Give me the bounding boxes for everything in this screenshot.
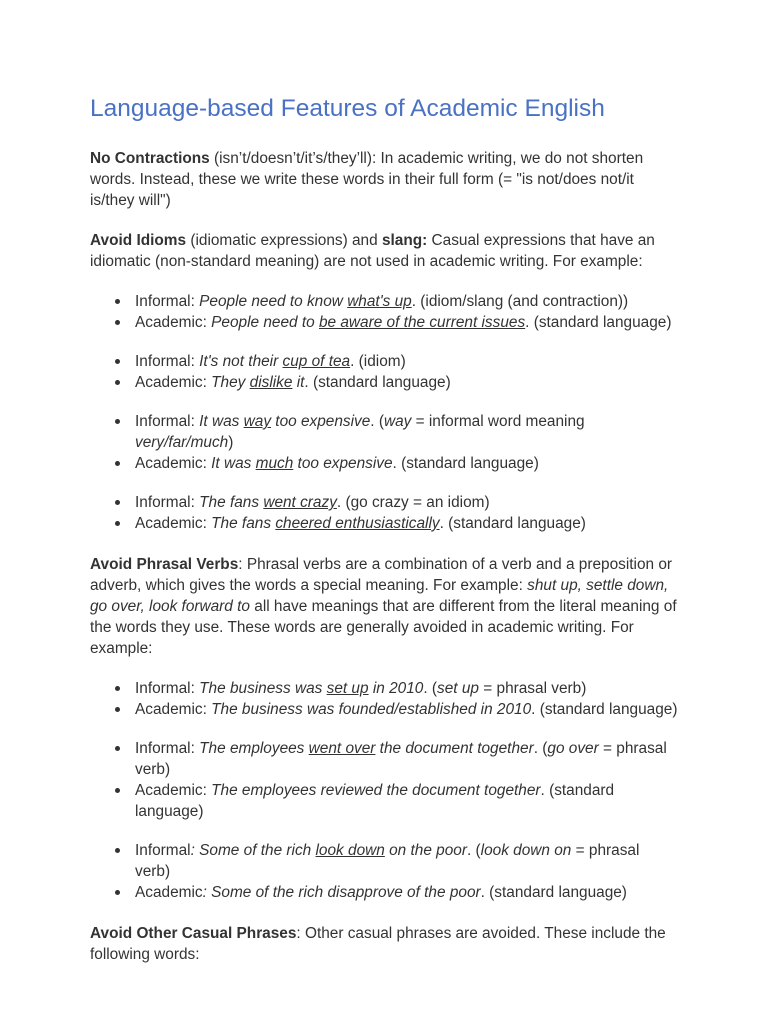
list-item-academic: Academic: The business was founded/established in 2010. (standard language): [135, 701, 678, 718]
example-pair: [135, 492, 678, 534]
list-item-informal: Informal: The fans went crazy. (go crazy = an idiom): [135, 492, 678, 513]
list-item-informal: Informal: It was way too expensive. (way = informal word meaning very/far/much): [135, 411, 678, 453]
list-item-informal: Informal: The employees went over the document together. (go over = phrasal verb): [135, 738, 678, 780]
document-body: [90, 92, 678, 984]
paragraph-contractions: No Contractions (isn’t/doesn’t/it’s/they’ll): In academic writing, we do not shorten words. Instead, these we write these words in their full form (= "is not/does not/it is/they will"): [90, 150, 644, 209]
heading-avoid-phrasal-verbs: Avoid Phrasal Verbs: [90, 556, 239, 573]
example-pair: [135, 291, 678, 333]
list-item-academic: Academic: It was much too expensive. (standard language): [135, 453, 678, 474]
heading-avoid-casual-phrases: Avoid Other Casual Phrases: [90, 925, 297, 942]
paragraph-idioms: Avoid Idioms (idiomatic expressions) and slang: Casual expressions that have an idiomatic (non-standard meaning) are not used in academic writing. For example:: [90, 232, 655, 270]
list-item-informal: Informal: The business was set up in 2010. (set up = phrasal verb): [135, 678, 678, 699]
list-item-informal: Informal: People need to know what's up. (idiom/slang (and contraction)): [135, 291, 678, 312]
phrasal-examples-list: [90, 678, 678, 903]
list-item-academic: Academic: Some of the rich disapprove of the poor. (standard language): [135, 882, 678, 903]
list-item-academic: Academic: The employees reviewed the document together. (standard language): [135, 780, 678, 822]
paragraph-casual-phrases: Avoid Other Casual Phrases: Other casual phrases are avoided. These include the following words:: [90, 925, 666, 963]
example-pair: [135, 840, 678, 903]
list-item-academic: Academic: They dislike it. (standard language): [135, 372, 678, 393]
page-title: Language-based Features of Academic English: [90, 95, 605, 122]
example-pair: [135, 411, 678, 474]
heading-avoid-idioms: Avoid Idioms: [90, 232, 187, 249]
list-item-informal: Informal: Some of the rich look down on the poor. (look down on = phrasal verb): [135, 840, 678, 882]
list-item-academic: Academic: People need to be aware of the current issues. (standard language): [135, 312, 678, 333]
paragraph-phrasal-verbs: Avoid Phrasal Verbs: Phrasal verbs are a combination of a verb and a preposition or adverb, which gives the words a special meaning. For example: shut up, settle down, go over, look forward to all have meanings that are different from the literal meaning of the words they use. These words are generally avoided in academic writing. For example:: [90, 556, 677, 657]
example-pair: [135, 678, 678, 720]
list-item-academic: Academic: The fans cheered enthusiastically. (standard language): [135, 513, 678, 534]
idiom-examples-list: [90, 291, 678, 534]
example-pair: [135, 351, 678, 393]
heading-slang: slang:: [381, 232, 428, 249]
example-pair: [135, 738, 678, 822]
list-item-informal: Informal: It's not their cup of tea. (idiom): [135, 351, 678, 372]
heading-no-contractions: No Contractions: [90, 150, 210, 167]
